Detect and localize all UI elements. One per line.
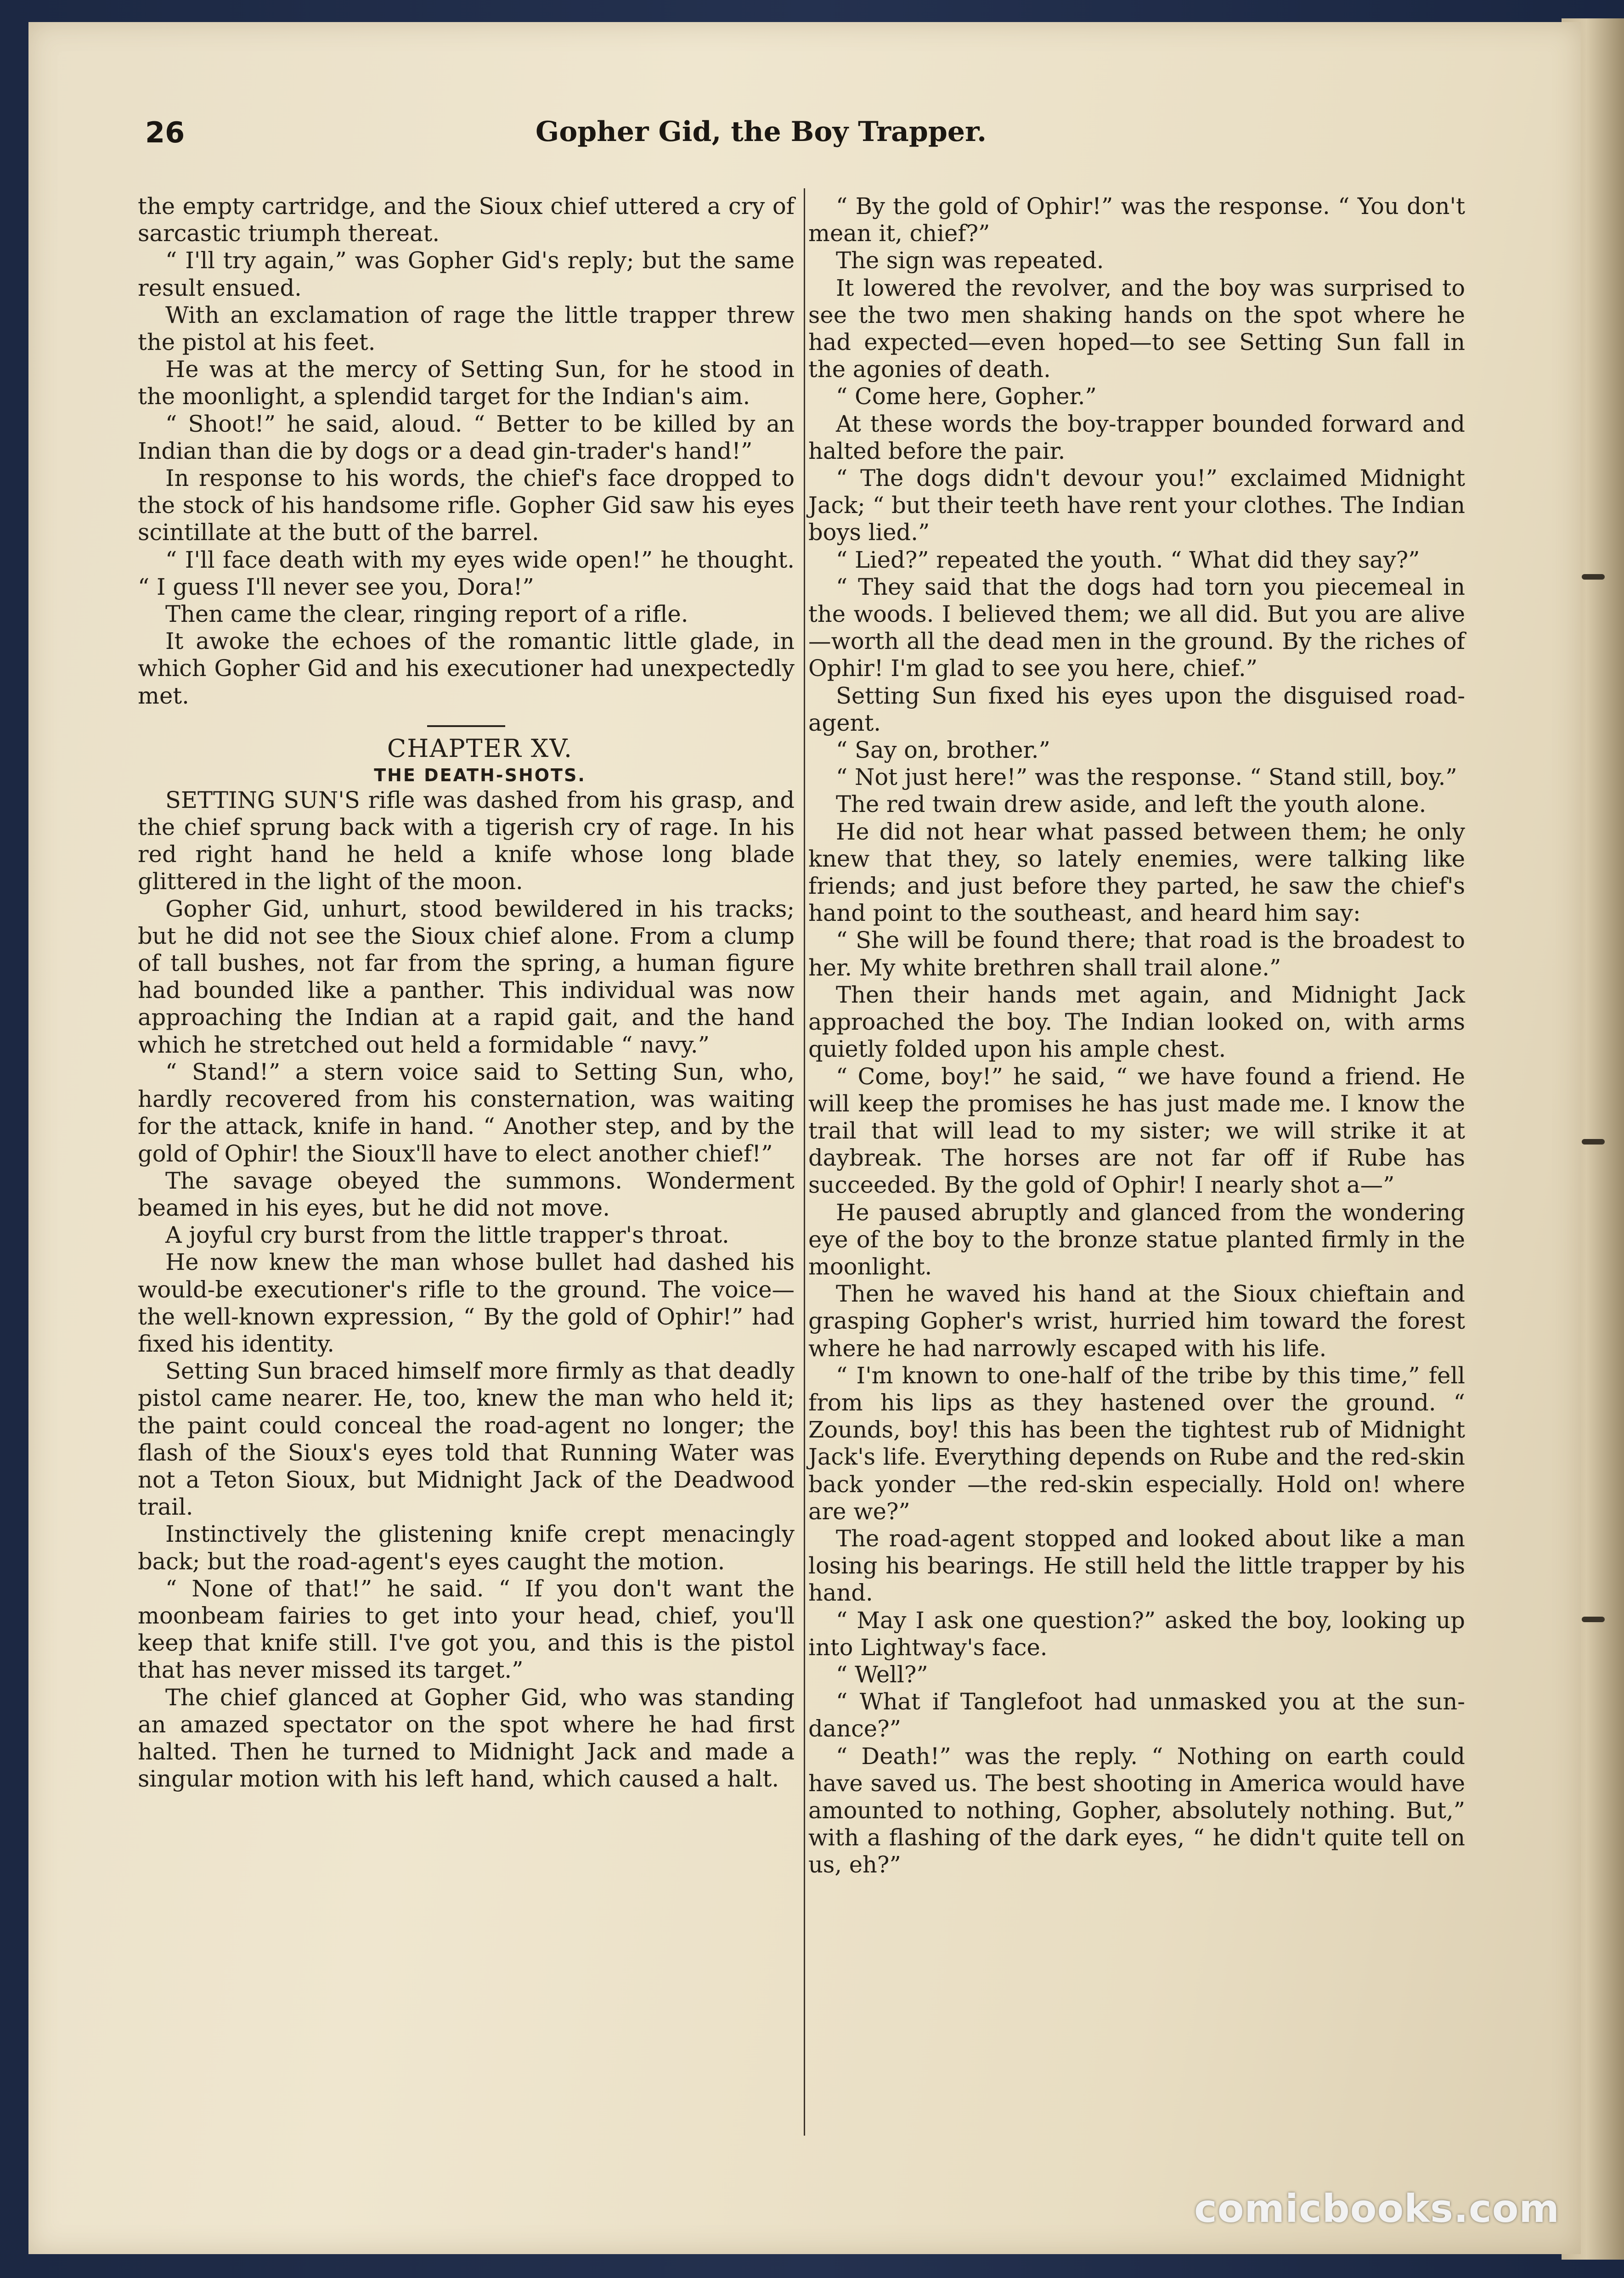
paragraph: Then he waved his hand at the Sioux chieftain and grasping Gopher's wrist, hurried him toward the forest where he had narrowly escaped with his life. <box>808 1280 1465 1362</box>
paragraph: “ She will be found there; that road is the broadest to her. My white brethren shall trail alone.” <box>808 927 1465 981</box>
page-edge-mark <box>1582 1617 1605 1622</box>
paragraph: Instinctively the glistening knife crept menacingly back; but the road-agent's eyes caught the motion. <box>138 1521 795 1575</box>
paragraph: SETTING SUN'S rifle was dashed from his grasp, and the chief sprung back with a tigerish cry of rage. In his red right hand he held a knife whose long blade glittered in the light of the moon. <box>138 786 795 895</box>
paragraph: “ Come here, Gopher.” <box>836 383 1097 410</box>
paragraph: He paused abruptly and glanced from the wondering eye of the boy to the bronze statue planted firmly in the moonlight. <box>808 1199 1465 1280</box>
paragraph: The red twain drew aside, and left the youth alone. <box>836 791 1427 818</box>
paragraph: The savage obeyed the summons. Wonderment beamed in his eyes, but he did not move. <box>138 1167 795 1221</box>
paragraph: “ What if Tanglefoot had unmasked you at the sun-dance?” <box>808 1688 1465 1742</box>
paragraph: He was at the mercy of Setting Sun, for he stood in the moonlight, a splendid target for the Indian's aim. <box>138 356 795 410</box>
paragraph: “ I'm known to one-half of the tribe by this time,” fell from his lips as they hastened over the ground. “ Zounds, boy! this has been the tightest rub of Midnight Jack's life. Everything depends on Rube and the red-skin back yonder —the red-skin especially. Hold on! where are we?” <box>808 1362 1465 1525</box>
paragraph: He now knew the man whose bullet had dashed his would-be executioner's rifle to the ground. The voice—the well-known expression, “ By the gold of Ophir!” had fixed his identity. <box>138 1249 795 1357</box>
chapter-subtitle: THE DEATH-SHOTS. <box>374 765 586 785</box>
paragraph: “ Come, boy!” he said, “ we have found a friend. He will keep the promises he has just made me. I know the trail that will lead to my sister; we will strike it at daybreak. The horses are not far off if Rube has succeeded. By the gold of Ophir! I nearly shot a—” <box>808 1063 1465 1199</box>
left-column-text-after-chapter <box>138 787 795 1793</box>
paragraph: “ May I ask one question?” asked the boy, looking up into Lightway's face. <box>808 1607 1465 1661</box>
paragraph: “ Death!” was the reply. “ Nothing on earth could have saved us. The best shooting in America would have amounted to nothing, Gopher, absolutely nothing. But,” with a flashing of the dark eyes, “ he didn't quite tell on us, eh?” <box>808 1742 1465 1878</box>
paragraph: At these words the boy-trapper bounded forward and halted before the pair. <box>808 410 1465 464</box>
paragraph: The sign was repeated. <box>836 247 1104 274</box>
paragraph: “ Say on, brother.” <box>836 737 1050 764</box>
paragraph: “ Not just here!” was the response. “ Stand still, boy.” <box>836 764 1457 791</box>
paragraph: “ Lied?” repeated the youth. “ What did they say?” <box>836 546 1420 573</box>
paragraph: Then their hands met again, and Midnight Jack approached the boy. The Indian looked on, with arms quietly folded upon his ample chest. <box>808 981 1465 1063</box>
paragraph: the empty cartridge, and the Sioux chief uttered a cry of sarcastic triumph thereat. <box>138 193 795 247</box>
right-column-text <box>808 193 1465 1879</box>
paragraph: The road-agent stopped and looked about like a man losing his bearings. He still held the little trapper by his hand. <box>808 1525 1465 1607</box>
paragraph: “ Well?” <box>836 1661 928 1688</box>
page-edge-mark <box>1582 574 1605 580</box>
paragraph: “ I'll try again,” was Gopher Gid's reply; but the same result ensued. <box>138 247 795 301</box>
paragraph: He did not hear what passed between them; he only knew that they, so lately enemies, were talking like friends; and just before they parted, he saw the chief's hand point to the southeast, and heard him say: <box>808 818 1465 927</box>
page-header <box>145 116 1468 157</box>
right-column <box>808 193 1465 1879</box>
left-column-text-before-chapter <box>138 193 795 710</box>
paragraph: “ The dogs didn't devour you!” exclaimed Midnight Jack; “ but their teeth have rent your clothes. The Indian boys lied.” <box>808 465 1465 546</box>
left-column <box>138 193 795 1793</box>
paragraph: Gopher Gid, unhurt, stood bewildered in his tracks; but he did not see the Sioux chief alone. From a clump of tall bushes, not far from the spring, a human figure had bounded like a panther. This individual was now approaching the Indian at a rapid gait, and the hand which he stretched out held a formidable “ navy.” <box>138 895 795 1058</box>
paragraph: “ They said that the dogs had torn you piecemeal in the woods. I believed them; we all did. But you are alive—worth all the dead men in the ground. By the riches of Ophir! I'm glad to see you here, chief.” <box>808 573 1465 682</box>
paragraph: With an exclamation of rage the little trapper threw the pistol at his feet. <box>138 301 795 356</box>
running-title: Gopher Gid, the Boy Trapper. <box>536 116 987 148</box>
page-number: 26 <box>145 116 185 149</box>
paragraph: “ I'll face death with my eyes wide open!” he thought. “ I guess I'll never see you, Dora!” <box>138 546 795 600</box>
paragraph: A joyful cry burst from the little trapper's throat. <box>165 1222 729 1249</box>
paragraph: Setting Sun braced himself more firmly as that deadly pistol came nearer. He, too, knew the man who held it; the paint could conceal the road-agent no longer; the flash of the Sioux's eyes told that Running Water was not a Teton Sioux, but Midnight Jack of the Deadwood trail. <box>138 1358 795 1521</box>
paragraph: “ Stand!” a stern voice said to Setting Sun, who, hardly recovered from his consternation, was waiting for the attack, knife in hand. “ Another step, and by the gold of Ophir! the Sioux'll have to elect another chief!” <box>138 1058 795 1167</box>
paragraph: It awoke the echoes of the romantic little glade, in which Gopher Gid and his executioner had unexpectedly met. <box>138 628 795 709</box>
page-edge-mark <box>1582 1139 1605 1145</box>
chapter-title: CHAPTER XV. <box>387 733 573 763</box>
watermark: comicbooks.com <box>1194 2186 1560 2231</box>
chapter-rule <box>427 725 505 727</box>
paragraph: Then came the clear, ringing report of a rifle. <box>165 601 688 628</box>
column-divider <box>804 188 805 2136</box>
paragraph: Setting Sun fixed his eyes upon the disguised road-agent. <box>808 682 1465 736</box>
paragraph: “ Shoot!” he said, aloud. “ Better to be killed by an Indian than die by dogs or a dead gin-trader's hand!” <box>138 410 795 464</box>
paragraph: In response to his words, the chief's face dropped to the stock of his handsome rifle. Gopher Gid saw his eyes scintillate at the butt of the barrel. <box>138 465 795 546</box>
paragraph: “ By the gold of Ophir!” was the response. “ You don't mean it, chief?” <box>808 193 1465 247</box>
paragraph: The chief glanced at Gopher Gid, who was standing an amazed spectator on the spot where he had first halted. Then he turned to Midnight Jack and made a singular motion with his left hand, which caused a halt. <box>138 1684 795 1793</box>
paragraph: “ None of that!” he said. “ If you don't want the moonbeam fairies to get into your head, chief, you'll keep that knife still. I've got you, and this is the pistol that has never missed its target.” <box>138 1575 795 1684</box>
paragraph: It lowered the revolver, and the boy was surprised to see the two men shaking hands on the spot where he had expected—even hoped—to see Setting Sun fall in the agonies of death. <box>808 274 1465 383</box>
